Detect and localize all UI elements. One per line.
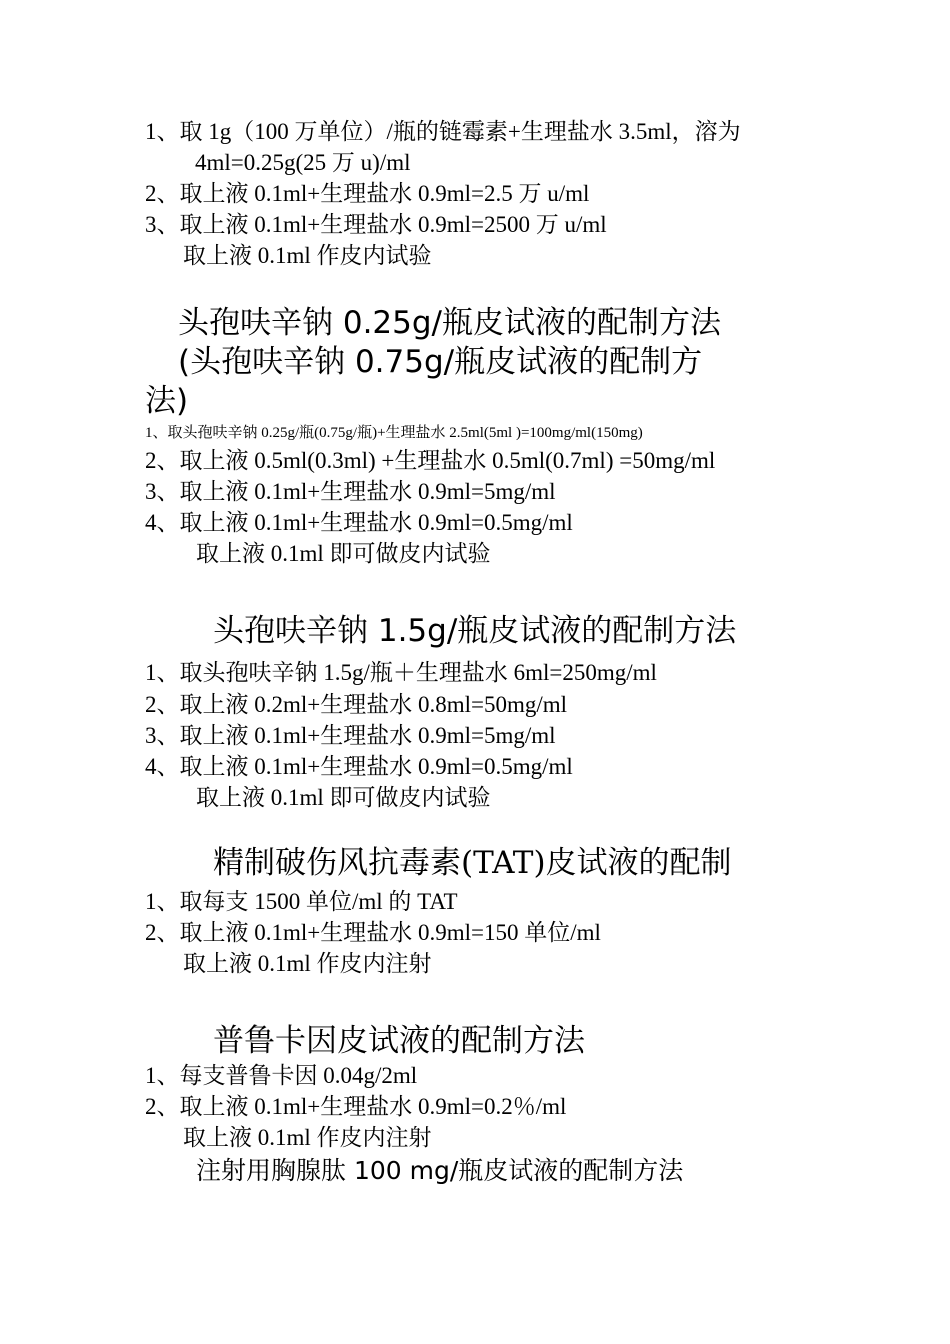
s4-step-2: 2、取上液 0.1ml+生理盐水 0.9ml=150 单位/ml: [145, 920, 601, 945]
s6-title: 注射用胸腺肽 100 mg/瓶皮试液的配制方法: [196, 1156, 684, 1185]
s2-step-3: 3、取上液 0.1ml+生理盐水 0.9ml=5mg/ml: [145, 479, 556, 504]
s2-title-line-2: (头孢呋辛钠 0.75g/瓶皮试液的配制方: [178, 344, 703, 380]
s3-step-2: 2、取上液 0.2ml+生理盐水 0.8ml=50mg/ml: [145, 692, 568, 717]
s2-title-line-1: 头孢呋辛钠 0.25g/瓶皮试液的配制方法: [178, 305, 721, 341]
s4-step-1: 1、取每支 1500 单位/ml 的 TAT: [145, 889, 458, 914]
s1-step-2: 2、取上液 0.1ml+生理盐水 0.9ml=2.5 万 u/ml: [145, 181, 590, 206]
s1-step-1: 1、取 1g（100 万单位）/瓶的链霉素+生理盐水 3.5ml，溶为: [145, 119, 741, 144]
s5-title: 普鲁卡因皮试液的配制方法: [213, 1023, 585, 1059]
s4-title: 精制破伤风抗毒素(TAT)皮试液的配制: [213, 845, 732, 881]
s2-step-1: 1、取头孢呋辛钠 0.25g/瓶(0.75g/瓶)+生理盐水 2.5ml(5ml )=100mg/ml(150mg): [145, 425, 643, 441]
s5-note: 取上液 0.1ml 作皮内注射: [183, 1125, 432, 1150]
s2-title-line-3: 法): [145, 383, 189, 419]
s3-title: 头孢呋辛钠 1.5g/瓶皮试液的配制方法: [213, 613, 737, 649]
s3-step-4: 4、取上液 0.1ml+生理盐水 0.9ml=0.5mg/ml: [145, 754, 573, 779]
s1-step-1-cont: 4ml=0.25g(25 万 u)/ml: [195, 150, 411, 175]
s3-note: 取上液 0.1ml 即可做皮内试验: [196, 785, 491, 810]
s2-step-4: 4、取上液 0.1ml+生理盐水 0.9ml=0.5mg/ml: [145, 510, 573, 535]
s5-step-1: 1、每支普鲁卡因 0.04g/2ml: [145, 1063, 418, 1088]
s5-step-2: 2、取上液 0.1ml+生理盐水 0.9ml=0.2％/ml: [145, 1094, 567, 1119]
s1-note: 取上液 0.1ml 作皮内试验: [183, 243, 432, 268]
s1-step-3: 3、取上液 0.1ml+生理盐水 0.9ml=2500 万 u/ml: [145, 212, 607, 237]
s2-step-2: 2、取上液 0.5ml(0.3ml) +生理盐水 0.5ml(0.7ml) =50mg/ml: [145, 448, 716, 473]
s4-note: 取上液 0.1ml 作皮内注射: [183, 951, 432, 976]
s3-step-1: 1、取头孢呋辛钠 1.5g/瓶＋生理盐水 6ml=250mg/ml: [145, 660, 657, 685]
s2-note: 取上液 0.1ml 即可做皮内试验: [196, 541, 491, 566]
s3-step-3: 3、取上液 0.1ml+生理盐水 0.9ml=5mg/ml: [145, 723, 556, 748]
